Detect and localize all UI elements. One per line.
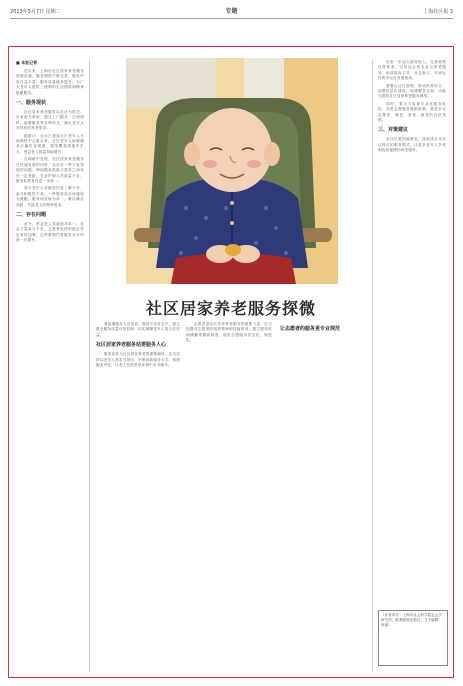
author-note-box: （作者单位：上海市社会科学院社会学研究所，联系邮箱见报社，文字编辑：徐丽） xyxy=(378,610,448,666)
column-4 xyxy=(378,60,446,606)
column-1 xyxy=(16,60,84,672)
paragraph: 应进一步加大政府投入，完善政策扶持体系，引导社会资本参与养老服务，形成政府主导、社会参与、市场运作的多元化发展格局。 xyxy=(378,60,446,81)
paragraph: 各社区要因地制宜，探索适合本社区特点的服务模式，让更多老年人享受到优质便捷的养老服务。 xyxy=(378,137,446,153)
paragraph: 近年来，上海市社区居家养老服务发展迅速，服务网络不断完善，服务内容日益丰富，服务质量稳步提升，为广大老年人提供了便利的生活照料和精神慰藉服务。 xyxy=(16,69,84,95)
column-5 xyxy=(280,322,366,672)
article-byline: ■ 本报记者 xyxy=(16,60,38,65)
section-heading: 二、存在问题 xyxy=(16,211,47,218)
header-section: 专题 xyxy=(225,8,238,15)
paragraph: 据统计，全市已建成社区老年人日间照料中心数百家，社区老年人助餐服务点遍布各街道，服务覆盖面逐年扩大，受益老人数量持续增长。 xyxy=(16,133,84,154)
paragraph: 要加强服务人员培训，提高专业化水平，建立健全服务质量评估机制，切实保障老年人的合法权益。 xyxy=(96,322,180,337)
section-heading: 让志愿者的服务更专业规范 xyxy=(280,326,341,332)
section-heading: 一、服务现状 xyxy=(16,100,47,107)
paragraph: 要整合社区资源，推动医养结合，加强信息化建设，构建覆盖全面、功能完善的社区居家养老服务网络。 xyxy=(378,83,446,99)
paragraph: 志愿者是社区居家养老服务的重要力量，应当加强对志愿者的组织管理和技能培训，建立服务时间储蓄等激励制度，促进志愿服务常态化、规范化。 xyxy=(186,322,272,343)
paragraph: 同时，要大力培育专业化服务队伍，完善志愿服务激励机制，营造全社会尊老、敬老、爱老、助老的良好氛围。 xyxy=(378,101,446,123)
elderly-man-illustration xyxy=(126,58,338,284)
column-2 xyxy=(96,322,180,672)
paragraph: 在调研中发现，社区居家养老服务在快速发展的同时，也存在一些不容忽视的问题，例如服务供给与需求之间存在一定差距，专业护理人员数量不足，服务标准有待进一步统一。 xyxy=(16,157,84,183)
section-heading: 三、对策建议 xyxy=(378,127,409,134)
page-header xyxy=(10,6,453,19)
section-heading: 社区居家养老服务站要服务人心 xyxy=(96,342,167,349)
header-paper: 上海社区报 3 xyxy=(423,9,453,15)
column-3 xyxy=(186,322,272,672)
paragraph: 服务站作为社区居家养老的重要载体，应当坚持以老年人需求为导向，不断创新服务方式，拓展服务内容，让老人在熟悉的环境中安享晚年。 xyxy=(96,352,180,368)
paragraph: 部分老年人对服务内容了解不多，参与积极性不高；一些服务站点设施较为简陋，服务项目较为单一，难以满足高龄、失能老人的特殊需求。 xyxy=(16,186,84,207)
header-date: 2013年5月7日 星期二 xyxy=(10,9,61,15)
column-rule xyxy=(372,60,373,672)
article-title: 社区居家养老服务探微 xyxy=(145,299,316,318)
paragraph: 此外，资金投入渠道相对单一，社会力量参与不足，志愿者队伍的稳定性也有待加强，这些都制约着服务水平的进一步提升。 xyxy=(16,221,84,243)
column-rule xyxy=(89,60,90,672)
paragraph: 社区居家养老服务以社区为依托，以家庭为基础，通过上门服务、日间照料、助餐服务等多种形式，满足老年人多样化的养老需求。 xyxy=(16,110,84,131)
